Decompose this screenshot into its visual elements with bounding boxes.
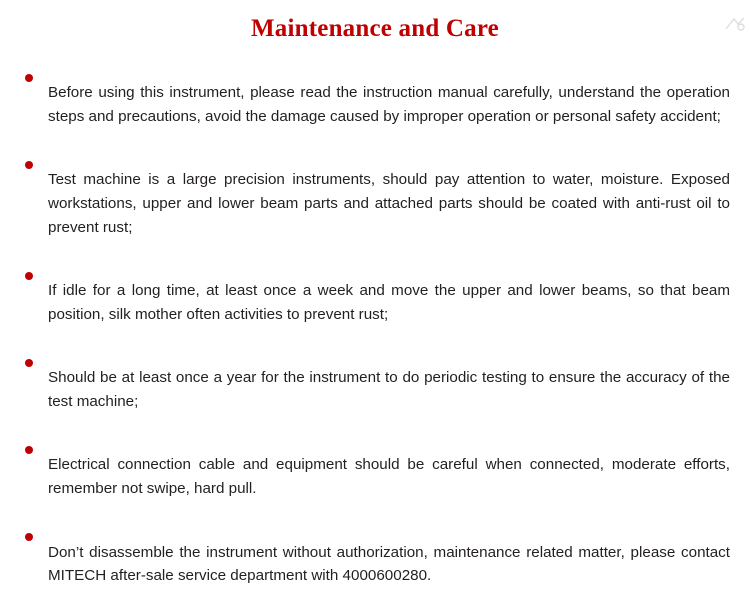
list-item-text: Before using this instrument, please read the instruction manual carefully, understand the operation steps and precautions, avoid the damage caused by improper operation or personal safety accident; bbox=[48, 84, 730, 126]
list-item-text: If idle for a long time, at least once a week and move the upper and lower beams, so that beam position, silk mother often activities to prevent rust; bbox=[48, 282, 730, 324]
bullet-dot-icon bbox=[10, 525, 48, 541]
document-page bbox=[0, 14, 750, 585]
list-item-text: Should be at least once a year for the instrument to do periodic testing to ensure the accuracy of the test machine; bbox=[48, 369, 730, 411]
bullet-dot-icon bbox=[10, 66, 48, 82]
list-item bbox=[10, 153, 732, 255]
list-item-text: Electrical connection cable and equipment should be careful when connected, moderate efforts, remember not swipe, hard pull. bbox=[48, 456, 730, 498]
page-title: Maintenance and Care bbox=[251, 15, 499, 42]
list-item-text: Test machine is a large precision instruments, should pay attention to water, moisture. Exposed workstations, upper and lower beam parts and attached parts should be coated with anti-rust oil to prevent rust; bbox=[48, 171, 730, 236]
bullet-dot-icon bbox=[10, 153, 48, 169]
list-item bbox=[10, 264, 732, 342]
list-item bbox=[10, 525, 732, 603]
bullet-dot-icon bbox=[10, 351, 48, 367]
list-item bbox=[10, 66, 732, 144]
list-item bbox=[10, 351, 732, 429]
bullet-dot-icon bbox=[10, 438, 48, 454]
list-item-text: Don’t disassemble the instrument without authorization, maintenance related matter, please contact MITECH after-sale service department with 4000600280. bbox=[48, 543, 730, 585]
watermark-icon bbox=[724, 16, 746, 32]
bullet-dot-icon bbox=[10, 264, 48, 280]
bullet-list bbox=[10, 66, 732, 603]
list-item bbox=[10, 438, 732, 516]
